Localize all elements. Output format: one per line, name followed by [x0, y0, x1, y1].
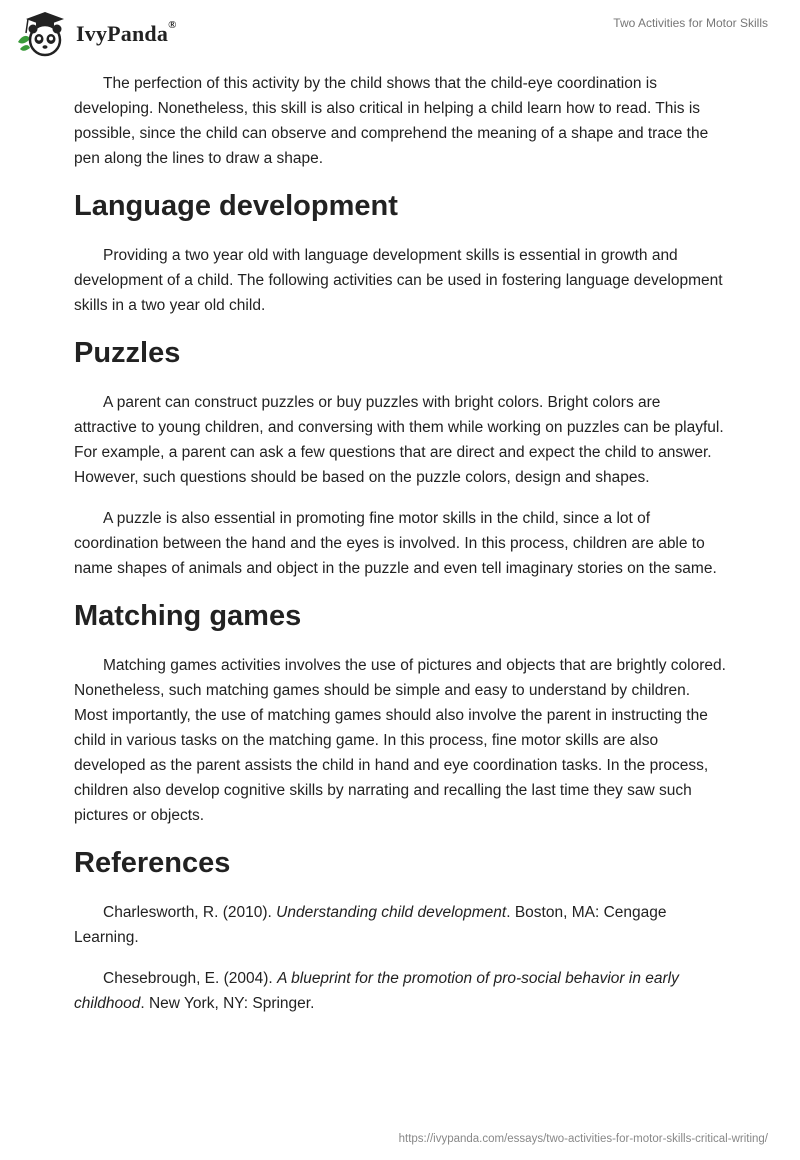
essay-body: [74, 71, 726, 1032]
source-url-link[interactable]: https://ivypanda.com/essays/two-activities-for-motor-skills-critical-writing/: [398, 1133, 768, 1145]
brand-name: IvyPanda®: [76, 19, 177, 46]
paragraph: Matching games activities involves the use of pictures and objects that are brightly colored. Nonetheless, such matching games should be simple and easy to understand by children. Most importantly, the use of matching games should also involve the parent in instructing the child in various tasks on the matching game. In this process, fine motor skills are also developed as the parent assists the child in hand and eye coordination tasks. In the process, children also develop cognitive skills by narrating and recalling the last time they saw such pictures or objects.: [74, 657, 726, 824]
reference-entry: Charlesworth, R. (2010). Understanding child development. Boston, MA: Cengage Learning.: [74, 904, 667, 946]
paragraph: Providing a two year old with language development skills is essential in growth and development of a child. The following activities can be used in fostering language development skills in a two year old child.: [74, 247, 723, 314]
panda-graduate-icon: [14, 9, 72, 59]
paragraph: A parent can construct puzzles or buy puzzles with bright colors. Bright colors are attractive to young children, and conversing with them while working on puzzles can be playful. For example, a parent can ask a few questions that are direct and expect the child to answer. However, such questions should be based on the puzzle colors, design and shapes.: [74, 394, 724, 486]
document-title: Two Activities for Motor Skills: [613, 16, 768, 30]
section-heading-language: Language development: [74, 190, 398, 222]
paragraph: The perfection of this activity by the child shows that the child-eye coordination is developing. Nonetheless, this skill is also critical in helping a child learn how to read. This is possible, since the child can observe and comprehend the meaning of a shape and trace the pen along the lines to draw a shape.: [74, 75, 709, 167]
section-heading-references: References: [74, 847, 231, 879]
section-heading-puzzles: Puzzles: [74, 337, 181, 369]
reference-entry: Chesebrough, E. (2004). A blueprint for the promotion of pro-social behavior in early childhood. New York, NY: Springer.: [74, 970, 679, 1012]
section-heading-matching: Matching games: [74, 600, 302, 632]
ivypanda-logo[interactable]: [14, 9, 177, 59]
paragraph: A puzzle is also essential in promoting fine motor skills in the child, since a lot of coordination between the hand and the eyes is involved. In this process, children are able to name shapes of animals and object in the puzzle and even tell imaginary stories on the same.: [74, 510, 717, 577]
page-header: [0, 0, 800, 66]
